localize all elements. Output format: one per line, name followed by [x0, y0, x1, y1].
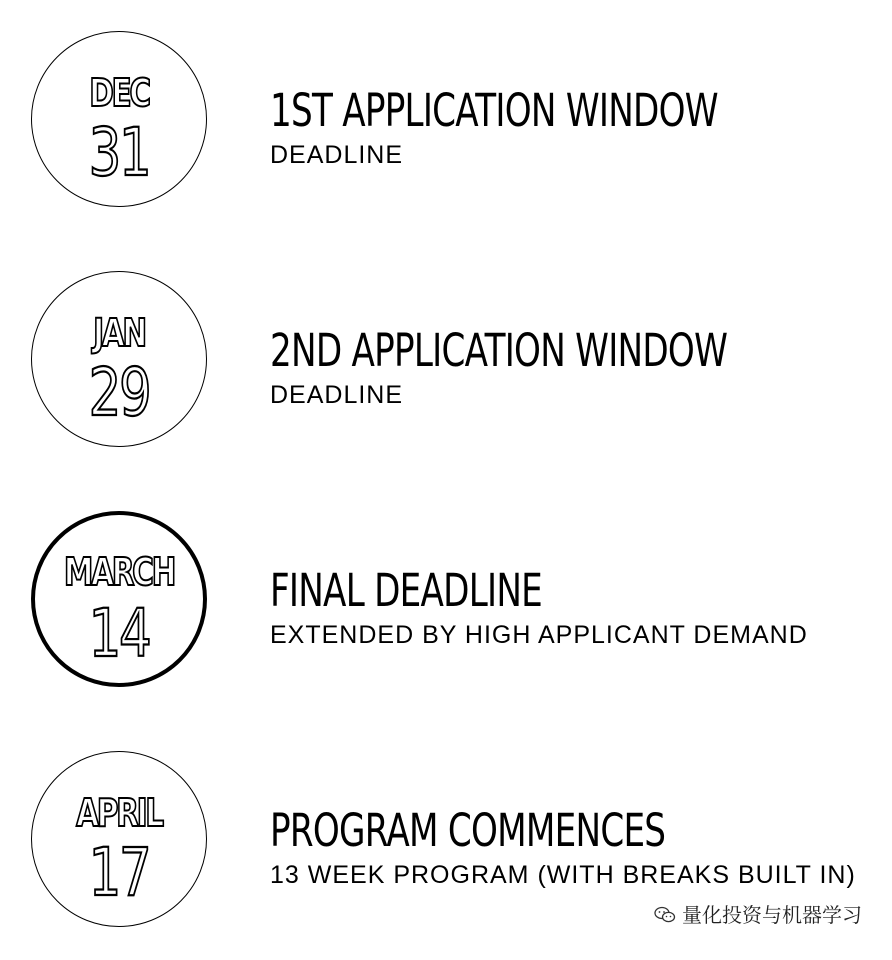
timeline-item-jan-29 [0, 240, 892, 480]
wechat-icon [654, 905, 676, 923]
date-day: 14 [88, 595, 150, 672]
date-month: JAN [93, 311, 145, 355]
timeline-title: FINAL DEADLINE [270, 564, 543, 617]
date-badge [31, 511, 207, 687]
date-badge [31, 31, 207, 207]
watermark-text: 量化投资与机器学习 [682, 903, 862, 927]
timeline-subtitle: DEADLINE [270, 141, 404, 169]
date-day: 17 [88, 834, 150, 911]
date-badge [31, 271, 207, 447]
date-day: 31 [88, 114, 150, 191]
date-day: 29 [88, 354, 150, 431]
watermark [654, 899, 862, 928]
timeline-subtitle: DEADLINE [270, 381, 404, 409]
timeline-title: 2ND APPLICATION WINDOW [270, 324, 728, 377]
date-month: MARCH [63, 550, 175, 594]
timeline-subtitle: 13 WEEK PROGRAM (WITH BREAKS BUILT IN) [270, 861, 856, 889]
date-month: APRIL [76, 791, 162, 835]
timeline-item-dec-31 [0, 0, 892, 240]
date-month: DEC [89, 71, 149, 115]
timeline-item-march-14 [0, 480, 892, 720]
timeline-subtitle: EXTENDED BY HIGH APPLICANT DEMAND [270, 621, 808, 649]
timeline-title: PROGRAM COMMENCES [270, 804, 666, 857]
date-badge [31, 751, 207, 927]
timeline-title: 1ST APPLICATION WINDOW [270, 84, 718, 137]
